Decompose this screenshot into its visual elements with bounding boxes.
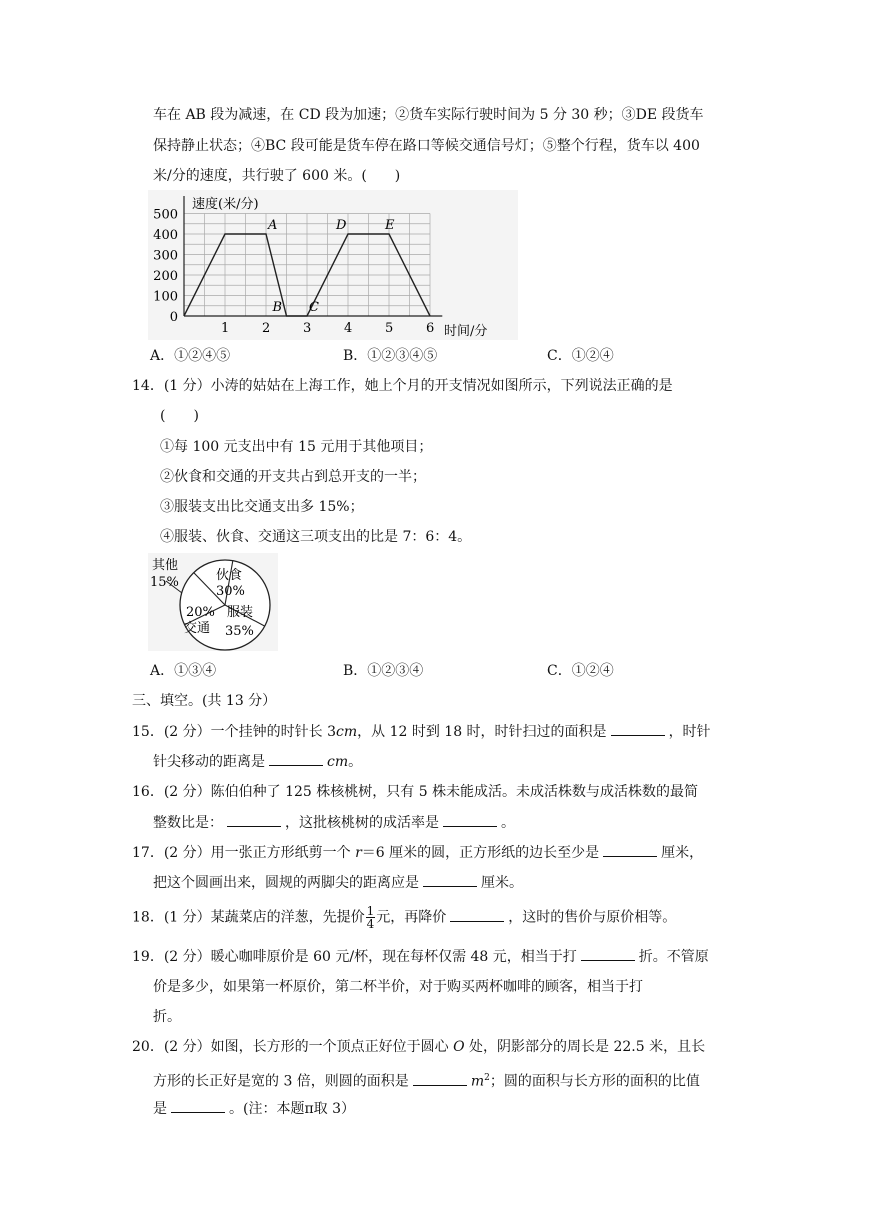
q16-text-d: 。 — [501, 815, 515, 831]
q15-text-e: 。 — [348, 754, 363, 770]
q18-fraction — [366, 905, 376, 930]
chart-x-tick-label: 4 — [344, 321, 353, 336]
q17-line1 — [132, 842, 703, 863]
q14-line2: ( ) — [160, 408, 199, 424]
pie-value-other: 15% — [150, 575, 179, 590]
q16-blank-2[interactable] — [443, 812, 497, 827]
pie-label-other: 其他 — [152, 558, 179, 573]
chart-point-label-E: E — [385, 218, 395, 233]
q16-line2 — [153, 812, 515, 833]
q20-unit: m — [470, 1073, 485, 1090]
section-3-heading: 三、填空。(共 13 分） — [132, 693, 277, 709]
pie-label-transport: 交通 — [184, 621, 211, 636]
q14-option-a[interactable]: A．①③④ — [150, 663, 217, 679]
q20-text-d: 是 — [153, 1101, 167, 1117]
q15-text-d: 针尖移动的距离是 — [153, 754, 265, 770]
q14-line1: 14．(1 分）小涛的姑姑在上海工作，她上个月的开支情况如图所示，下列说法正确的是 — [132, 378, 673, 394]
q20-text-e: 。(注：本题π取 3） — [229, 1101, 356, 1117]
q16-text-c: ，这批核桃树的成活率是 — [285, 815, 439, 831]
q15-text-b: ，从 12 时到 18 时，时针扫过的面积是 — [357, 724, 607, 740]
q13-option-a[interactable]: A．①②④⑤ — [150, 348, 231, 364]
chart-x-tick-label: 3 — [303, 321, 312, 336]
q18-line — [132, 905, 676, 930]
pie-value-food: 30% — [216, 584, 245, 599]
q19-blank-1[interactable] — [581, 946, 635, 961]
q19-line2: 价是多少，如果第一杯原价，第二杯半价，对于购买两杯咖啡的顾客，相当于打 — [153, 979, 643, 995]
chart-x-tick-label: 5 — [385, 321, 394, 336]
pie-label-food: 伙食 — [216, 568, 243, 583]
q20-o: O — [453, 1039, 465, 1055]
q19-line3: 折。 — [153, 1009, 181, 1025]
q13-option-b[interactable]: B．①②③④⑤ — [343, 348, 438, 364]
q15-blank-2[interactable] — [269, 751, 323, 766]
q18-blank[interactable] — [450, 907, 504, 922]
q20-blank-1[interactable] — [413, 1071, 467, 1086]
q15-text-c: ，时针 — [668, 724, 711, 740]
chart-point-label-D: D — [336, 218, 347, 233]
chart-x-tick-label: 1 — [221, 321, 230, 336]
q17-line2 — [153, 872, 523, 893]
chart-point-label-A: A — [268, 218, 278, 233]
q17-text-a2: ＝6 厘米的圆，正方形纸的边长至少是 — [361, 845, 600, 861]
chart-x-axis-label: 时间/分 — [444, 324, 488, 339]
q20-text-a2: 处，阴影部分的周长是 22.5 米，且长 — [464, 1039, 706, 1055]
chart-y-axis-label: 速度(米/分) — [192, 197, 259, 212]
q15-unit: cm — [336, 724, 358, 740]
q18-text-c: ，这时的售价与原价相等。 — [508, 909, 677, 926]
q15-text-a: 15．(2 分）一个挂钟的时针长 3 — [132, 724, 336, 740]
q16-blank-1[interactable] — [227, 812, 281, 827]
q20-line3 — [153, 1098, 355, 1119]
chart-x-tick-label: 6 — [426, 321, 435, 336]
q20-text-c: ；圆的面积与长方形的面积的比值 — [489, 1073, 700, 1090]
q13-line2: 保持静止状态；④BC 段可能是货车停在路口等候交通信号灯；⑤整个行程，货车以 400 — [153, 138, 700, 154]
q16-text-b: 整数比是： — [153, 815, 223, 831]
chart-y-tick-label: 300 — [153, 248, 178, 264]
q14-option-b[interactable]: B．①②③④ — [343, 663, 424, 679]
q20-blank-2[interactable] — [171, 1098, 225, 1113]
q19-line1 — [132, 946, 709, 967]
pie-value-transport: 20% — [186, 605, 215, 620]
q20-unit-exponent: 2 — [484, 1073, 490, 1083]
q18-fraction-denominator: 4 — [366, 917, 375, 931]
chart-y-tick-label: 400 — [153, 228, 178, 243]
q14-statement-2: ②伙食和交通的开支共占到总开支的一半； — [160, 469, 426, 485]
q14-option-c[interactable]: C．①②④ — [547, 663, 614, 679]
q17-text-a: 17．(2 分）用一张正方形纸剪一个 — [132, 845, 356, 861]
pie-label-clothing: 服装 — [227, 605, 254, 620]
chart-point-label-C: C — [309, 300, 319, 315]
q17-blank-2[interactable] — [423, 872, 477, 887]
q20-line2 — [153, 1068, 700, 1092]
q17-r: r — [355, 845, 362, 861]
chart-x-tick-label: 2 — [262, 321, 271, 336]
chart-y-tick-label: 500 — [153, 207, 178, 223]
q19-text-b: 折。不管原 — [638, 949, 709, 965]
speed-time-chart — [148, 190, 518, 340]
q20-line1 — [132, 1037, 705, 1057]
q15-line2 — [153, 751, 362, 772]
q15-blank-1[interactable] — [611, 721, 665, 736]
q13-option-c[interactable]: C．①②④ — [547, 348, 614, 364]
expense-pie-chart — [148, 553, 278, 651]
q14-statement-3: ③服装支出比交通支出多 15%； — [160, 499, 364, 515]
q17-text-c: 把这个圆画出来，圆规的两脚尖的距离应是 — [153, 875, 419, 891]
q13-line3: 米/分的速度，共行驶了 600 米。( ) — [153, 168, 401, 184]
chart-y-tick-label: 100 — [153, 289, 178, 305]
q20-text-b: 方形的长正好是宽的 3 倍，则圆的面积是 — [153, 1073, 409, 1090]
pie-value-clothing: 35% — [225, 624, 254, 639]
q18-fraction-numerator: 1 — [366, 904, 375, 918]
q19-text-a: 19．(2 分）暖心咖啡原价是 60 元/杯，现在每杯仅需 48 元，相当于打 — [132, 949, 577, 965]
q15-unit-2: cm — [327, 754, 349, 770]
q16-line1: 16．(2 分）陈伯伯种了 125 株核桃树，只有 5 株未能成活。未成活株数与成活株数的最简 — [132, 784, 699, 800]
q18-text-a: 18．(1 分）某蔬菜店的洋葱，先提价 — [132, 909, 365, 926]
q14-statement-1: ①每 100 元支出中有 15 元用于其他项目； — [160, 439, 433, 455]
q17-text-d: 厘米。 — [481, 875, 523, 891]
q20-text-a: 20．(2 分）如图，长方形的一个顶点正好位于圆心 — [132, 1039, 454, 1055]
q14-statement-4: ④服装、伙食、交通这三项支出的比是 7：6：4。 — [160, 529, 472, 545]
q17-blank-1[interactable] — [603, 842, 657, 857]
q18-text-b: 元，再降价 — [376, 909, 447, 926]
q15-line1 — [132, 721, 711, 742]
chart-y-tick-label: 0 — [169, 310, 178, 325]
q17-text-b: 厘米， — [661, 845, 704, 861]
q13-line1: 车在 AB 段为减速，在 CD 段为加速；②货车实际行驶时间为 5 分 30 秒；③DE 段货车 — [153, 107, 704, 123]
chart-point-label-B: B — [272, 300, 283, 315]
chart-y-tick-label: 200 — [153, 269, 178, 284]
